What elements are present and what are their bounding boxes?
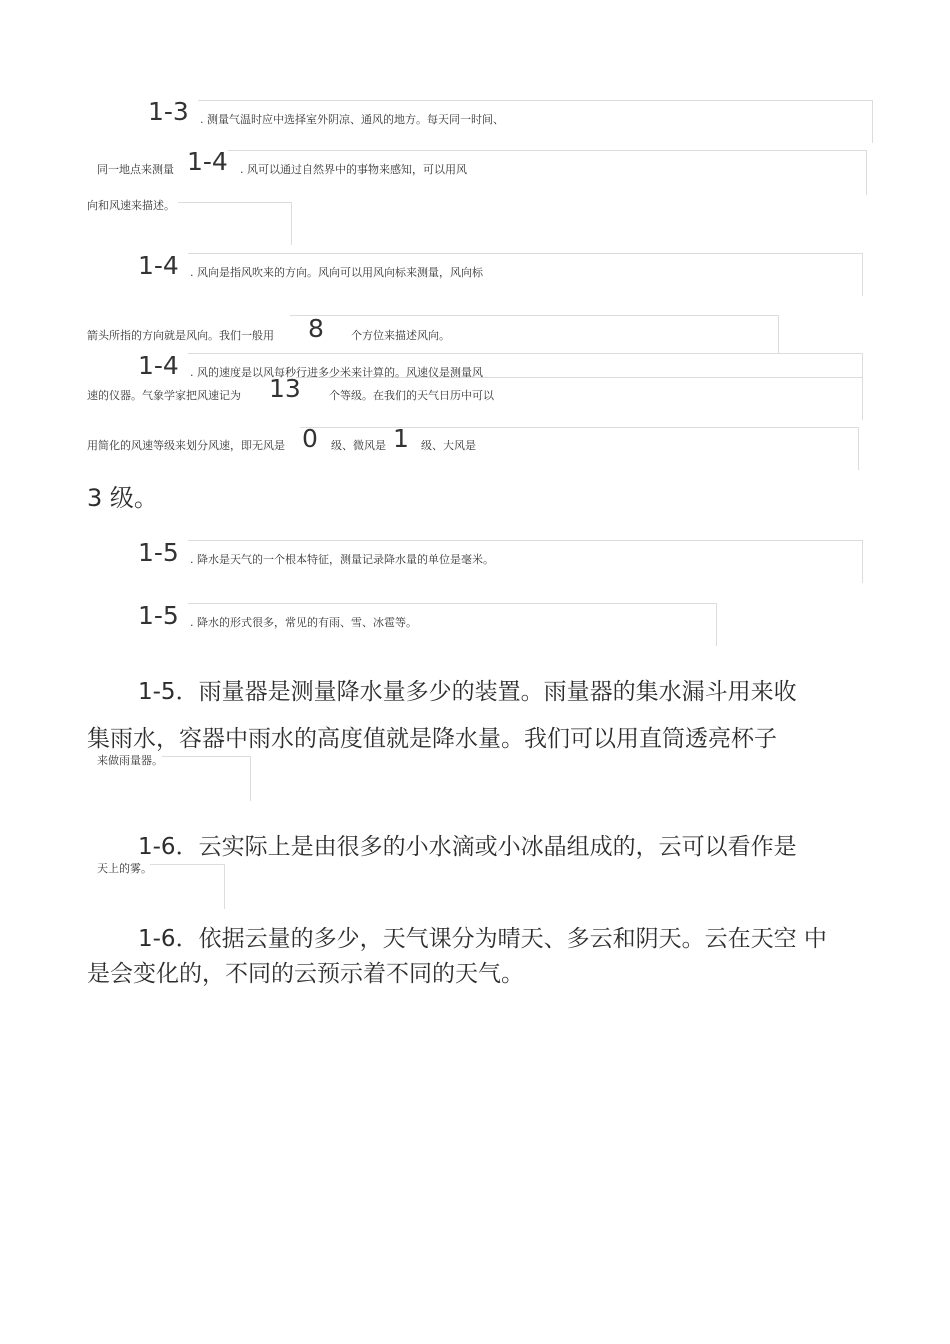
- paragraph-text: . 风向是指风吹来的方向。风向可以用风向标来测量，风向标: [190, 266, 483, 279]
- paragraph-text: 天上的雾。: [97, 862, 152, 875]
- paragraph-text: 个方位来描述风向。: [351, 329, 450, 342]
- layout-box: [178, 202, 292, 245]
- paragraph-text: . 测量气温时应中选择室外阴凉、通风的地方。每天同一时间、: [200, 113, 504, 126]
- paragraph-text: 来做雨量器。: [97, 754, 163, 767]
- paragraph-text: 个等级。在我们的天气日历中可以: [329, 389, 494, 402]
- number-value: 0: [302, 424, 318, 453]
- paragraph-text: 级、微风是: [331, 439, 386, 452]
- paragraph-text: 用简化的风速等级来划分风速，即无风是: [87, 439, 285, 452]
- section-label: 1-5: [138, 538, 179, 567]
- paragraph-text: 同一地点来测量: [97, 163, 174, 176]
- paragraph-text: 是会变化的，不同的云预示着不同的天气。: [87, 961, 524, 987]
- paragraph-text: 速的仪器。气象学家把风速记为: [87, 389, 241, 402]
- number-value: 1: [393, 424, 409, 453]
- section-label: 1-3: [148, 97, 189, 126]
- section-label: 1-4: [187, 147, 228, 176]
- paragraph-text: 1-5．雨量器是测量降水量多少的装置。雨量器的集水漏斗用来收: [138, 679, 797, 705]
- paragraph-text: 1-6．依据云量的多少，天气课分为晴天、多云和阴天。云在天空 中: [138, 926, 827, 952]
- layout-box: [150, 864, 225, 909]
- paragraph-text: . 降水的形式很多，常见的有雨、雪、冰雹等。: [190, 616, 417, 629]
- paragraph-text: 箭头所指的方向就是风向。我们一般用: [87, 329, 274, 342]
- paragraph-text: 1-6．云实际上是由很多的小水滴或小冰晶组成的，云可以看作是: [138, 834, 797, 860]
- section-label: 1-5: [138, 601, 179, 630]
- paragraph-text: 向和风速来描述。: [87, 199, 175, 212]
- paragraph-text: . 风可以通过自然界中的事物来感知，可以用风: [240, 163, 467, 176]
- number-value: 13: [269, 374, 301, 403]
- number-value: 8: [308, 314, 324, 343]
- section-label: 1-4: [138, 251, 179, 280]
- paragraph-text: . 风的速度是以风每秒行进多少米来计算的。风速仪是测量风: [190, 366, 483, 379]
- paragraph-text: 3 级。: [87, 484, 158, 512]
- paragraph-text: 级、大风是: [421, 439, 476, 452]
- paragraph-text: . 降水是天气的一个根本特征，测量记录降水量的单位是毫米。: [190, 553, 494, 566]
- paragraph-text: 集雨水，容器中雨水的高度值就是降水量。我们可以用直筒透亮杯子: [87, 726, 777, 752]
- section-label: 1-4: [138, 351, 179, 380]
- layout-box: [162, 756, 251, 801]
